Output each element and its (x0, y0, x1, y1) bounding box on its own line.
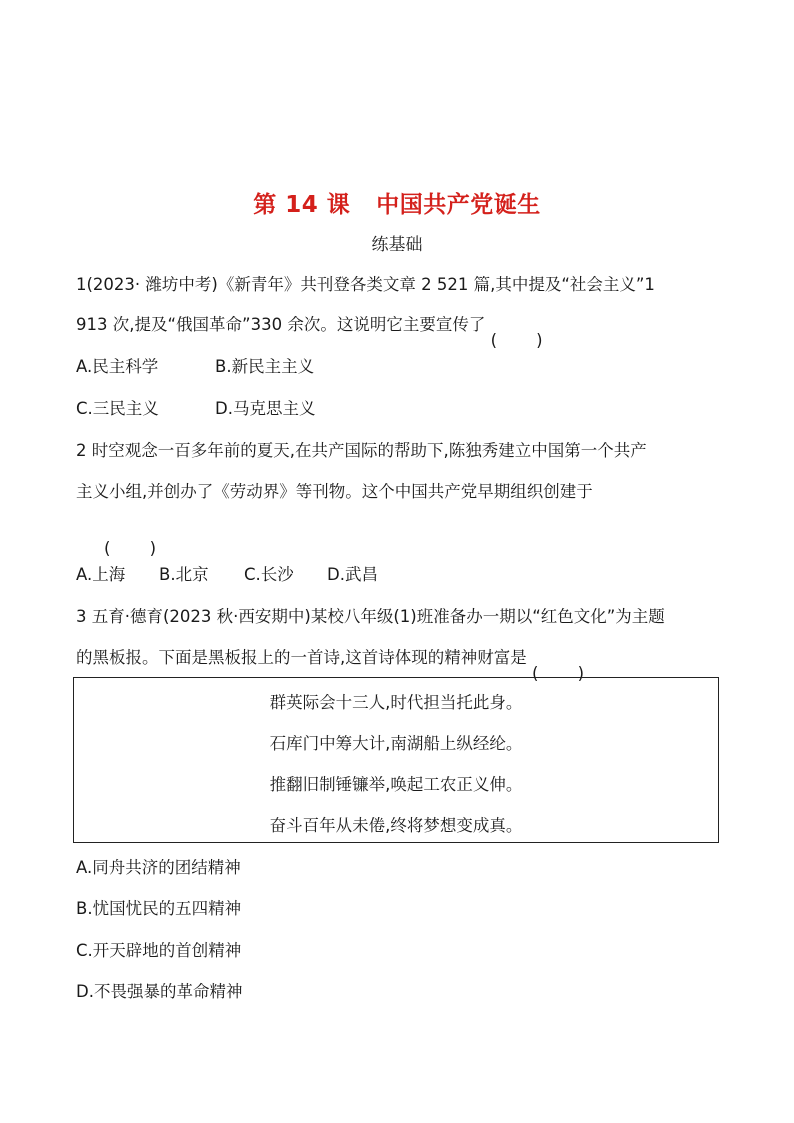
option-b: B.新民主主义 (215, 357, 315, 376)
question-1-line-2: 913 次,提及“俄国革命”330 余次。这说明它主要宣传了 (76, 315, 486, 334)
poem-line-3: 推翻旧制锤镰举,唤起工农正义伸。 (269, 775, 523, 794)
option-b: B.忧国忧民的五四精神 (76, 899, 242, 918)
option-d: D.马克思主义 (215, 399, 316, 418)
question-1-line-1: 1(2023· 潍坊中考)《新青年》共刊登各类文章 2 521 篇,其中提及“社会主义”1 (76, 275, 655, 294)
question-1-options-row-2 (76, 398, 315, 420)
option-b: B.北京 (159, 565, 209, 584)
poem-line-1: 群英际会十三人,时代担当托此身。 (269, 693, 523, 712)
question-3-line-1: 3 五育·德育(2023 秋·西安期中)某校八年级(1)班准备办一期以“红色文化”为主题 (76, 607, 665, 626)
section-heading: 练基础 (371, 235, 423, 255)
question-2-line-1: 2 时空观念一百多年前的夏天,在共产国际的帮助下,陈独秀建立中国第一个共产 (76, 441, 647, 460)
poem-line-2: 石库门中筹大计,南湖船上纵经纶。 (269, 734, 523, 753)
lesson-name: 中国共产党诞生 (376, 192, 541, 218)
page-title (0, 186, 794, 219)
option-a: A.民主科学 (76, 357, 159, 376)
question-2-bracket-line (104, 522, 156, 544)
poem-line-4: 奋斗百年从未倦,终将梦想变成真。 (269, 816, 523, 835)
option-c: C.长沙 (244, 565, 294, 584)
poem-box (73, 677, 719, 843)
option-d: D.不畏强暴的革命精神 (76, 982, 243, 1001)
question-3-line-2: 的黑板报。下面是黑板报上的一首诗,这首诗体现的精神财富是 (76, 648, 527, 667)
lesson-number: 第 14 课 (253, 192, 351, 218)
option-a: A.上海 (76, 565, 126, 584)
option-a: A.同舟共济的团结精神 (76, 858, 241, 877)
question-2-options (76, 564, 378, 586)
question-1-options-row-1 (76, 356, 314, 378)
option-c: C.开天辟地的首创精神 (76, 941, 242, 960)
option-c: C.三民主义 (76, 399, 159, 418)
option-d: D.武昌 (327, 565, 378, 584)
question-2-line-2: 主义小组,并创办了《劳动界》等刊物。这个中国共产党早期组织创建于 (76, 482, 593, 501)
